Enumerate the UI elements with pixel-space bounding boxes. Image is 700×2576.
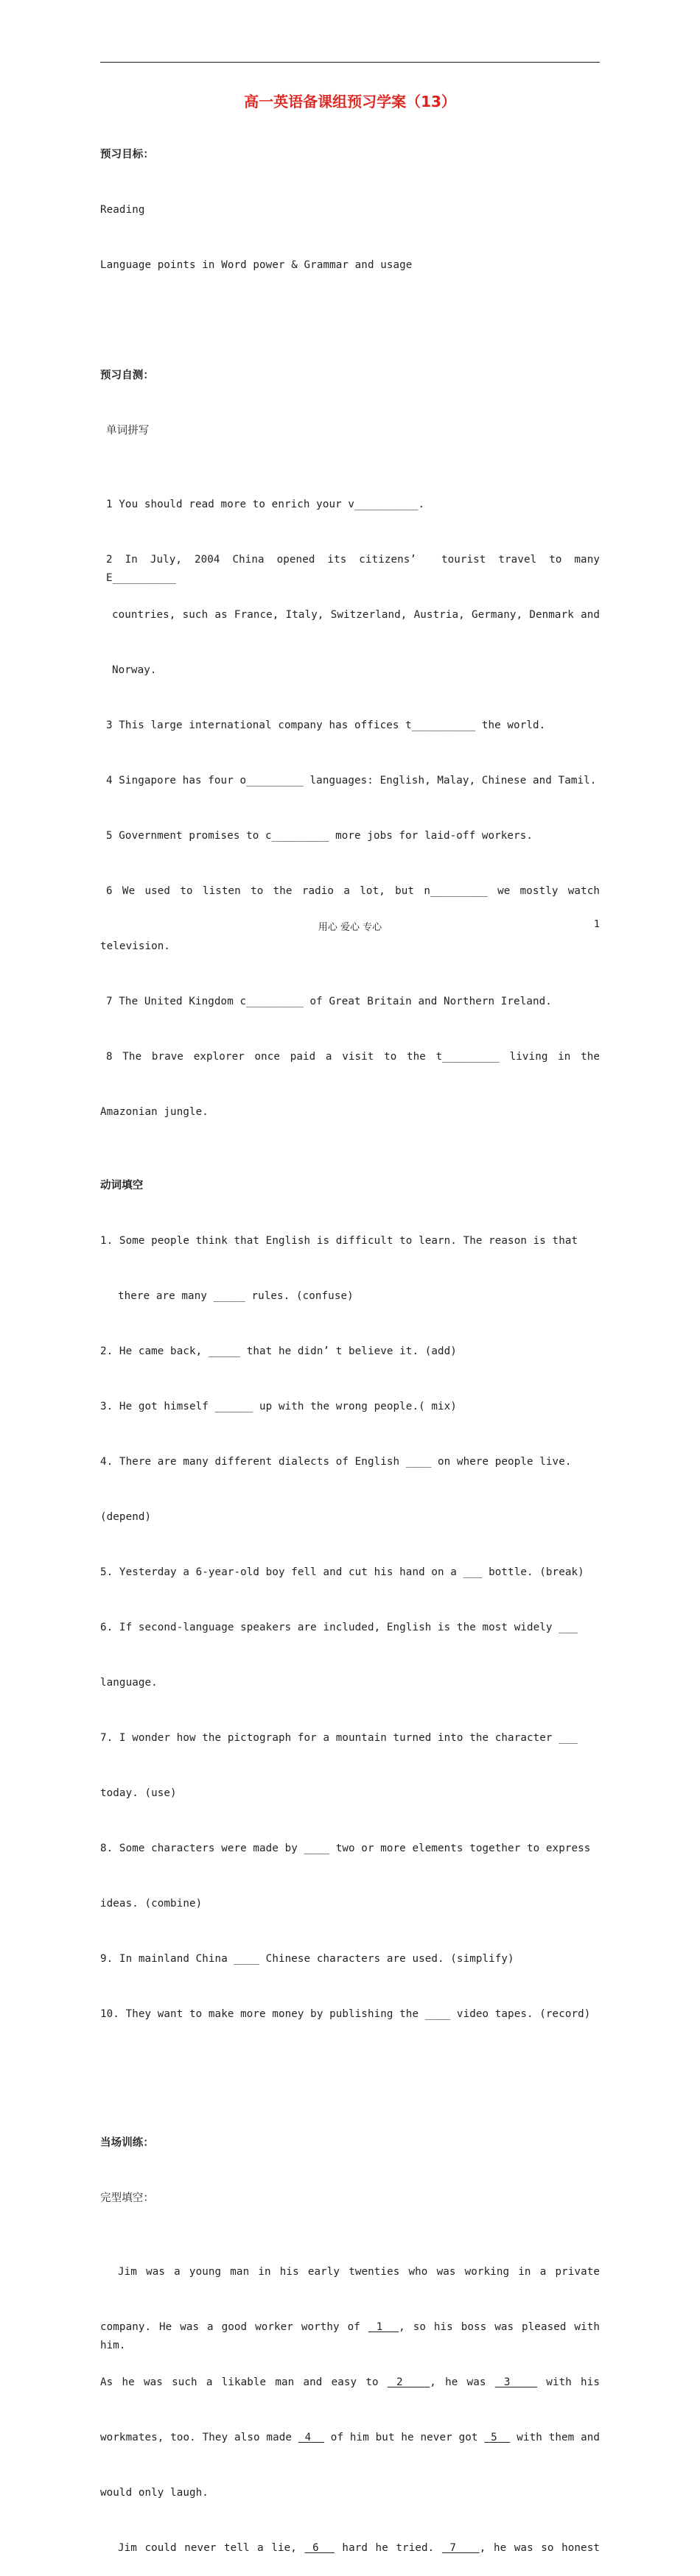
practice-heading: 当场训练： (100, 2137, 154, 2149)
spelling-item-cont: Norway. (112, 664, 157, 676)
blank-3: 3 (494, 2376, 538, 2388)
spelling-item: 3 This large international company has offices t__________ the world. (106, 719, 546, 731)
blank-1: 1 (368, 2321, 399, 2333)
verb-item: 10. They want to make more money by publishing the ____ video tapes. (record) (100, 2008, 591, 2020)
verb-item-cont: there are many _____ rules. (confuse) (118, 1290, 354, 1302)
verb-item: 7. I wonder how the pictograph for a mountain turned into the character ___ (100, 1732, 578, 1744)
spelling-item-cont: television. (100, 940, 171, 952)
verb-item: 2. He came back, _____ that he didn’ t believe it. (add) (100, 1345, 457, 1357)
verb-item: 1. Some people think that English is difficult to learn. The reason is that (100, 1235, 578, 1247)
page-title: 高一英语备课组预习学案（13） (244, 93, 456, 110)
page-number: 1 (594, 919, 601, 930)
spelling-item: 1 You should read more to enrich your v__________. (106, 499, 425, 510)
worksheet-body (100, 109, 606, 2576)
passage-line: company. He was a good worker worthy of 1 , so his boss was pleased with him. (100, 2321, 606, 2351)
verb-item-cont: (depend) (100, 1511, 152, 1523)
spelling-item: 2 In July, 2004 China opened its citizens’ tourist travel to many E__________ (106, 554, 606, 584)
spelling-item-cont: countries, such as France, Italy, Switzerland, Austria, Germany, Denmark and (112, 609, 600, 621)
spelling-item: 8 The brave explorer once paid a visit to the t_________ living in the (106, 1051, 600, 1063)
verb-item-cont: language. (100, 1677, 158, 1689)
blank-6: 6 (304, 2542, 335, 2554)
spelling-item: 6 We used to listen to the radio a lot, but n_________ we mostly watch (106, 885, 600, 897)
verb-heading: 动词填空 (100, 1180, 144, 1192)
spelling-item: 7 The United Kingdom c_________ of Great Britain and Northern Ireland. (106, 996, 552, 1007)
verb-item: 4. There are many different dialects of English ____ on where people live. (100, 1456, 572, 1468)
verb-item: 8. Some characters were made by ____ two or more elements together to express (100, 1843, 591, 1854)
footer-motto: 用心 爱心 专心 (318, 922, 382, 933)
spelling-item-cont: Amazonian jungle. (100, 1106, 209, 1118)
blank-5: 5 (484, 2432, 511, 2443)
verb-item-cont: ideas. (combine) (100, 1898, 203, 1910)
header-rule (100, 62, 600, 63)
spelling-item: 5 Government promises to c_________ more jobs for laid-off workers. (106, 830, 533, 842)
cloze-heading: 完型填空： (100, 2192, 154, 2204)
verb-item-cont: today. (use) (100, 1787, 177, 1799)
goal-language-points: Language points in Word power & Grammar and usage (100, 259, 413, 271)
goal-heading: 预习目标： (100, 149, 154, 161)
verb-item: 6. If second-language speakers are included, English is the most widely ___ (100, 1622, 578, 1633)
verb-item: 3. He got himself ______ up with the wrong people.( mix) (100, 1401, 457, 1412)
blank-2: 2 (387, 2376, 430, 2388)
selftest-heading: 预习自测： (100, 370, 154, 381)
blank-4: 4 (298, 2432, 324, 2443)
passage-line: would only laugh. (100, 2487, 209, 2499)
verb-item: 9. In mainland China ____ Chinese characters are used. (simplify) (100, 1953, 514, 1965)
goal-reading: Reading (100, 204, 145, 216)
passage-line: As he was such a likable man and easy to 2 , he was 3 with his (100, 2376, 600, 2388)
passage-line: Jim could never tell a lie, 6 hard he tried. 7 , he was so honest (118, 2542, 600, 2554)
passage-line: Jim was a young man in his early twenties who was working in a private (118, 2266, 600, 2278)
passage-line: workmates, too. They also made 4 of him but he never got 5 with them and (100, 2432, 601, 2443)
spelling-heading: 单词拼写 (106, 425, 150, 437)
verb-item: 5. Yesterday a 6-year-old boy fell and cut his hand on a ___ bottle. (break) (100, 1566, 584, 1578)
spelling-item: 4 Singapore has four o_________ languages: English, Malay, Chinese and Tamil. (106, 775, 597, 786)
blank-7: 7 (441, 2542, 480, 2554)
